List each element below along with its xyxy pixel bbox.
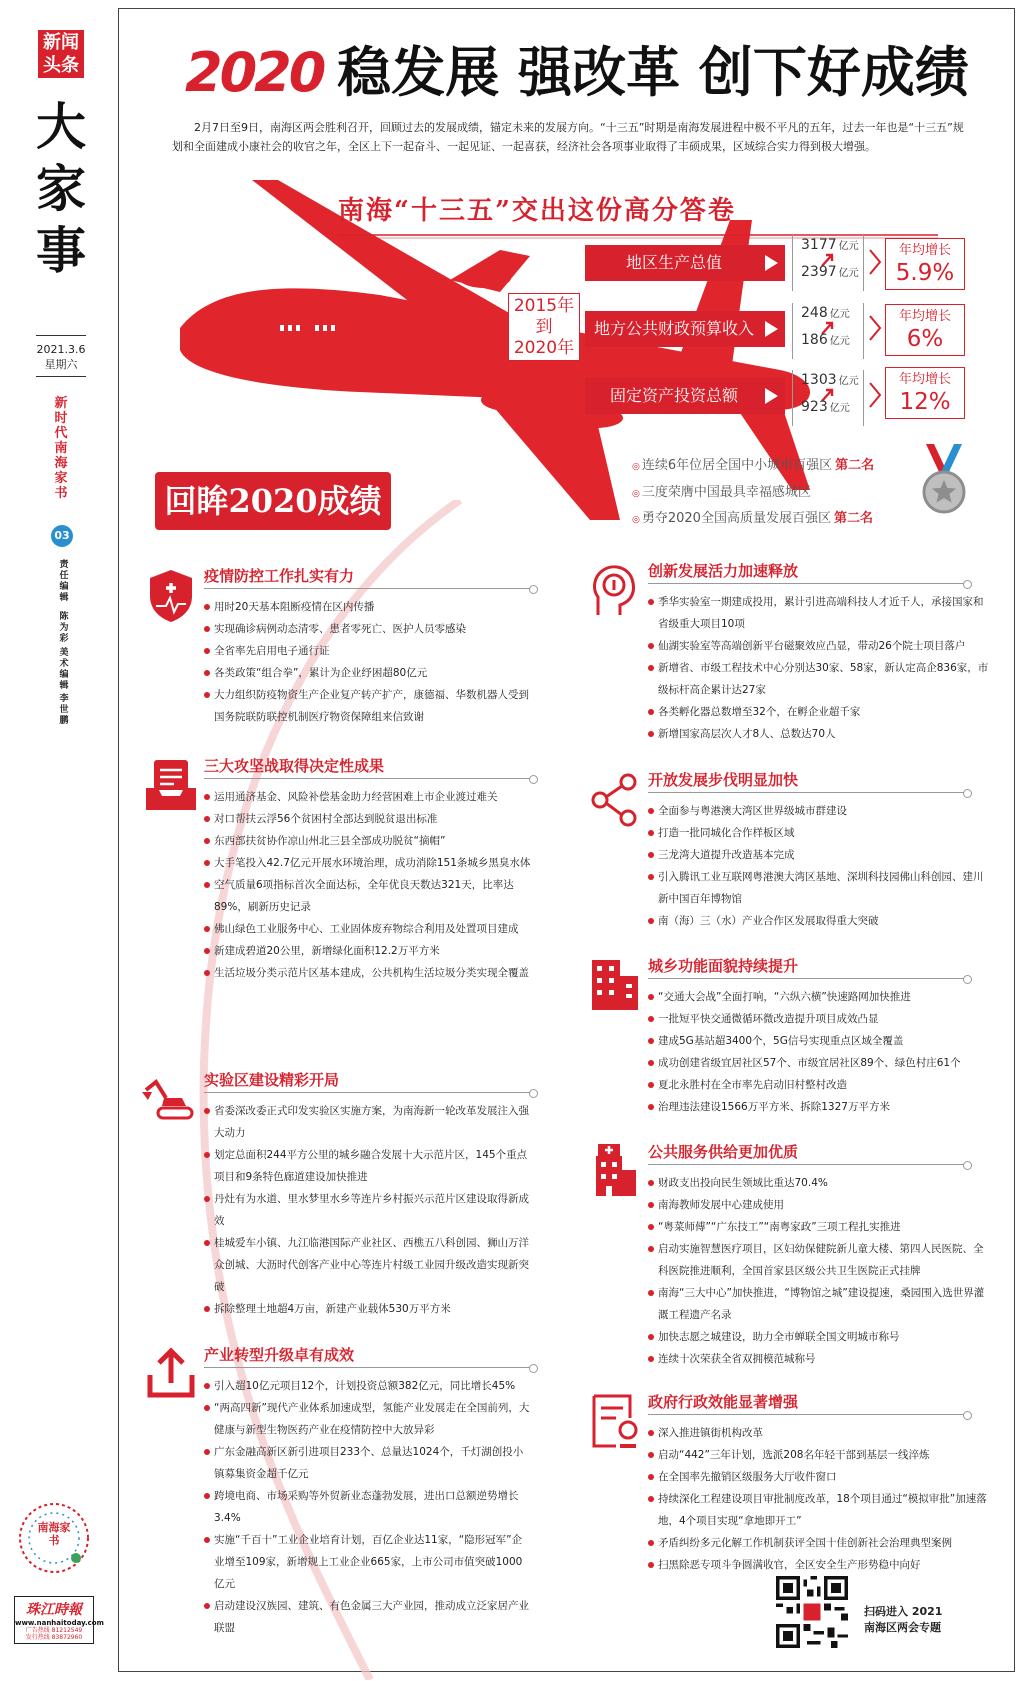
list-item: 在全国率先撤销区级服务大厅收件窗口 xyxy=(648,1466,993,1488)
list-item: 大力组织防疫物资生产企业复产转产扩产，康德福、华数机器人受到国务院联防联控机制医疗物资保障组来信致谢 xyxy=(204,684,532,728)
headline-text: 稳发展 强改革 创下好成绩 xyxy=(337,40,969,104)
honor-rank: 第二名 xyxy=(835,458,875,473)
bullet-list xyxy=(648,1172,993,1370)
indicator-label: 地区生产总值 xyxy=(625,253,722,272)
list-item: 成功创建省级宜居社区57个、市级宜居社区89个、绿色村庄61个 xyxy=(648,1052,993,1074)
credit-name: 李世鹏 xyxy=(59,694,69,726)
growth-box xyxy=(885,238,965,290)
title-rule xyxy=(338,226,963,244)
section-title: 政府行政效能显著增强 xyxy=(648,1393,799,1411)
weekday-text: 星期六 xyxy=(44,358,78,371)
idea-head-icon xyxy=(586,561,644,619)
list-item: “两高四新”现代产业体系加速成型，氢能产业发展走在全国前列，大健康与新型生物医药产业在疫情防控中大放异彩 xyxy=(204,1397,532,1441)
honor-text: 勇夺2020全国高质量发展百强区 xyxy=(641,511,831,526)
series-char: 家 xyxy=(54,471,68,486)
list-item: 省委深改委正式印发实验区实施方案，为南海新一轮改革发展注入强大动力 xyxy=(204,1100,532,1144)
period-end: 2020年 xyxy=(513,338,575,358)
list-item: 各类政策“组合拳”，累计为企业纾困超80亿元 xyxy=(204,662,532,684)
excavator-icon xyxy=(142,1070,200,1128)
list-item: “交通大会战”全面打响，“六纵六横”快速路网加快推进 xyxy=(648,986,993,1008)
list-item: 财政支出投向民生领域比重达70.4% xyxy=(648,1172,993,1194)
inbox-tray-icon xyxy=(142,756,200,814)
circle-bullet-icon: ◎ xyxy=(632,489,640,499)
list-item: 连续十次荣获全省双拥模范城称号 xyxy=(648,1348,993,1370)
growth-box xyxy=(885,367,965,419)
intro-text: 2月7日至9日，南海区两会胜利召开，回顾过去的发展成绩，锚定未来的发展方向。“十三五”时期是南海发展进程中极不平凡的五年，过去一年也是“十三五”规划和全面建成小康社会的收官之年，全区上下一起奋斗、一起见证、一起喜获，经济社会各项事业取得了丰硕成果，区域综合实力得到极大增强。 xyxy=(172,121,964,153)
section-title: 产业转型升级卓有成效 xyxy=(204,1346,355,1364)
list-item: 新增省、市级工程技术中心分别达30家、58家，新认定高企836家，市级标杆高企累计达27家 xyxy=(648,657,993,701)
circle-bullet-icon: ◎ xyxy=(632,462,640,472)
section-title: 三大攻坚战取得决定性成果 xyxy=(204,757,385,775)
document-seal-icon xyxy=(586,1392,644,1450)
distribution-hotline: 发行热线 83872960 xyxy=(25,1634,83,1641)
bullet-list xyxy=(204,596,532,728)
list-item: 建成5G基站超3400个，5G信号实现重点区域全覆盖 xyxy=(648,1030,993,1052)
bullet-list xyxy=(648,1422,993,1576)
newspaper-website: www.nanhaitoday.com xyxy=(15,1619,104,1627)
indicator-label: 固定资产投资总额 xyxy=(609,386,738,405)
medal-icon xyxy=(918,444,970,516)
unit: 亿元 xyxy=(838,268,859,279)
list-item: 拆除整理土地超4万亩，新建产业载体530万平方米 xyxy=(204,1298,532,1320)
list-item: 新建成碧道20公里，新增绿化面积12.2万平方米 xyxy=(204,940,532,962)
list-item: 跨境电商、市场采购等外贸新业态蓬勃发展，进出口总额逆势增长3.4% xyxy=(204,1485,532,1529)
honor-item xyxy=(632,454,874,473)
divider xyxy=(36,335,86,336)
honor-rank: 第二名 xyxy=(833,511,873,526)
issue-number-badge: 03 xyxy=(51,525,73,547)
masthead xyxy=(0,0,108,1681)
series-char: 书 xyxy=(54,486,68,501)
honor-text: 三度荣膺中国最具幸福感城区 xyxy=(641,485,811,500)
section-title: 开放发展步伐明显加快 xyxy=(648,771,799,789)
growth-value: 6% xyxy=(906,326,944,352)
indicator-investment xyxy=(585,378,785,414)
list-item: 深入推进镇街机构改革 xyxy=(648,1422,993,1444)
hospital-icon xyxy=(586,1142,644,1200)
series-char: 南 xyxy=(54,441,68,456)
period-to: 到 xyxy=(535,317,553,337)
value-2020: 3177 xyxy=(801,237,837,253)
list-item: 三龙湾大道提升改造基本完成 xyxy=(648,844,993,866)
list-item: 引入超10亿元项目12个，计划投资总额382亿元，同比增长45% xyxy=(204,1375,532,1397)
indicator-values xyxy=(792,235,864,291)
growth-label: 年均增长 xyxy=(898,309,951,324)
section-rule xyxy=(648,1164,970,1165)
network-share-icon xyxy=(586,770,644,828)
series-char: 新 xyxy=(54,396,68,411)
chevron-right-icon xyxy=(868,248,882,276)
series-char: 时 xyxy=(54,411,68,426)
list-item: 实现确诊病例动态清零、患者零死亡、医护人员零感染 xyxy=(204,618,532,640)
list-item: 加快志愿之城建设，助力全市蝉联全国文明城市称号 xyxy=(648,1326,993,1348)
honor-item xyxy=(632,481,814,500)
list-item: 佛山绿色工业服务中心、工业固体废弃物综合利用及处置项目建成 xyxy=(204,918,532,940)
section-stamp xyxy=(38,30,84,78)
list-item: 南海教师发展中心建成使用 xyxy=(648,1194,993,1216)
credit-name: 陈为彩 xyxy=(59,612,69,644)
section-title: 创新发展活力加速释放 xyxy=(648,562,799,580)
list-item: 运用通济基金、风险补偿基金助力经营困难上市企业渡过难关 xyxy=(204,786,532,808)
growth-label: 年均增长 xyxy=(898,243,951,258)
list-item: 南海“三大中心”加快推进，“博物馆之城”建设提速，桑园围入选世界灌溉工程遗产名录 xyxy=(648,1282,993,1326)
period-box xyxy=(508,293,580,361)
qr-caption-line: 南海区两会专题 xyxy=(864,1621,941,1634)
list-item: 全面参与粤港澳大湾区世界级城市群建设 xyxy=(648,800,993,822)
section-rule xyxy=(648,978,970,979)
growth-value: 12% xyxy=(899,389,951,415)
bullet-list xyxy=(204,1100,532,1320)
list-item: “粤菜师傅”“广东技工”“南粤家政”三项工程扎实推进 xyxy=(648,1216,993,1238)
section-rule xyxy=(648,792,970,793)
unit: 亿元 xyxy=(829,336,850,347)
ad-hotline: 广告热线 81212549 xyxy=(25,1627,83,1634)
performance-title: 南海“十三五”交出这份高分答卷 xyxy=(338,196,736,226)
section-rule xyxy=(204,1367,536,1368)
newspaper-name: 珠江時報 xyxy=(26,1602,82,1618)
section-rule xyxy=(648,1414,970,1415)
divider xyxy=(36,376,86,377)
section-title: 疫情防控工作扎实有力 xyxy=(204,567,355,585)
honor-item xyxy=(632,507,873,526)
list-item: 全省率先启用电子通行证 xyxy=(204,640,532,662)
value-2020: 1303 xyxy=(801,372,837,388)
list-item: 大手笔投入42.7亿元开展水环境治理，成功消除151条城乡黑臭水体 xyxy=(204,852,532,874)
review-banner: 回眸2020成绩 xyxy=(155,472,391,530)
unit: 亿元 xyxy=(838,241,859,252)
list-item: 各类孵化器总数增至32个，在孵企业超千家 xyxy=(648,701,993,723)
issue-date xyxy=(30,342,92,372)
series-char: 海 xyxy=(54,456,68,471)
bullet-list xyxy=(648,591,993,745)
city-buildings-icon xyxy=(586,956,644,1014)
bullet-list xyxy=(204,786,532,984)
section-rule xyxy=(204,588,536,589)
chevron-right-icon xyxy=(868,381,882,409)
list-item: 南（海）三（水）产业合作区发展取得重大突破 xyxy=(648,910,993,932)
column-title-char: 家 xyxy=(36,159,86,218)
headline-year: 2020 xyxy=(185,41,324,104)
page-headline xyxy=(185,40,969,105)
circle-bullet-icon: ◎ xyxy=(632,515,640,525)
list-item: 划定总面积244平方公里的城乡融合发展十大示范片区，145个重点项目和9条特色廊道建设加快推进 xyxy=(204,1144,532,1188)
play-arrow-icon xyxy=(765,388,778,404)
series-char: 代 xyxy=(54,426,68,441)
column-title-char: 事 xyxy=(36,221,86,280)
list-item: 仙湖实验室等高端创新平台磁聚效应凸显，带动26个院士项目落户 xyxy=(648,635,993,657)
indicator-values xyxy=(792,303,864,359)
medical-shield-icon xyxy=(142,566,200,624)
list-item: 治理违法建设1566万平方米、拆除1327万平方米 xyxy=(648,1096,993,1118)
play-arrow-icon xyxy=(765,255,778,271)
list-item: 生活垃圾分类示范片区基本建成，公共机构生活垃圾分类实现全覆盖 xyxy=(204,962,532,984)
list-item: 空气质量6项指标首次全面达标，全年优良天数达321天，比率达89%，刷新历史记录 xyxy=(204,874,532,918)
section-rule xyxy=(204,1092,536,1093)
list-item: 对口帮扶云浮56个贫困村全部达到脱贫退出标准 xyxy=(204,808,532,830)
growth-label: 年均增长 xyxy=(898,372,951,387)
value-2015: 923 xyxy=(801,399,828,415)
growth-box xyxy=(885,304,965,356)
upload-arrow-icon xyxy=(142,1345,200,1403)
value-2015: 2397 xyxy=(801,264,837,280)
bullet-list xyxy=(204,1375,532,1639)
qr-caption xyxy=(864,1604,942,1636)
credit-label: 美术编辑 xyxy=(59,648,69,691)
list-item: 季华实验室一期建成投用，累计引进高端科技人才近千人，承接国家和省级重大项目10项 xyxy=(648,591,993,635)
stamp-line: 新闻 xyxy=(43,32,79,53)
list-item: 打造一批同城化合作样板区域 xyxy=(648,822,993,844)
intro-paragraph xyxy=(172,118,972,156)
growth-value: 5.9% xyxy=(895,260,955,286)
column-title xyxy=(34,96,88,282)
column-title-char: 大 xyxy=(36,97,86,156)
indicator-label: 地方公共财政预算收入 xyxy=(593,319,754,338)
section-rule xyxy=(204,778,536,779)
play-arrow-icon xyxy=(765,321,778,337)
seal-text: 南海家书 xyxy=(37,1521,71,1547)
list-item: 东西部扶贫协作凉山州北三县全部成功脱贫“摘帽” xyxy=(204,830,532,852)
date-text: 2021.3.6 xyxy=(36,343,86,356)
value-2020: 248 xyxy=(801,305,828,321)
section-rule xyxy=(648,583,970,584)
list-item: 丹灶有为水道、里水梦里水乡等连片乡村振兴示范片区建设取得新成效 xyxy=(204,1188,532,1232)
list-item: 引入腾讯工业互联网粤港澳大湾区基地、深圳科技园佛山科创园、建川新中国百年博物馆 xyxy=(648,866,993,910)
bullet-list xyxy=(648,986,993,1118)
section-title: 城乡功能面貌持续提升 xyxy=(648,957,799,975)
list-item: 新增国家高层次人才8人、总数达70人 xyxy=(648,723,993,745)
series-name xyxy=(54,396,68,501)
list-item: 夏北永胜村在全市率先启动旧村整村改造 xyxy=(648,1074,993,1096)
honor-text: 连续6年位居全国中小城市百强区 xyxy=(641,458,833,473)
indicator-revenue xyxy=(585,311,785,347)
section-title: 公共服务供给更加优质 xyxy=(648,1143,799,1161)
indicator-values xyxy=(792,370,864,426)
list-item: 实施“千百十”工业企业培育计划，百亿企业达11家，“隐形冠军”企业增至109家，新增规上工业企业665家，上市公司市值突破1000亿元 xyxy=(204,1529,532,1595)
stamp-line: 头条 xyxy=(43,55,79,76)
list-item: 用时20天基本阻断疫情在区内传播 xyxy=(204,596,532,618)
chevron-right-icon xyxy=(868,314,882,342)
list-item: 启动建设汉族园、建筑、有色金属三大产业园，推动成立泛家居产业联盟 xyxy=(204,1595,532,1639)
credit-label: 责任编辑 xyxy=(59,560,69,603)
newspaper-logo xyxy=(14,1596,104,1644)
period-start: 2015年 xyxy=(513,296,575,316)
list-item: 启动实施智慧医疗项目，区妇幼保健院新儿童大楼、第四人民医院、全科医院推进顺利，全国首家县区级公共卫生医院正式挂牌 xyxy=(648,1238,993,1282)
list-item: 桂城爱车小镇、九江临港国际产业社区、西樵五八科创园、狮山万洋众创城、大沥时代创客产业中心等连片村级工业园升级改造实现新突破 xyxy=(204,1232,532,1298)
unit: 亿元 xyxy=(829,309,850,320)
qr-code[interactable] xyxy=(776,1576,848,1648)
indicator-gdp xyxy=(585,245,785,281)
list-item: 启动“442”三年计划，选派208名年轻干部到基层一线淬炼 xyxy=(648,1444,993,1466)
value-2015: 186 xyxy=(801,332,828,348)
list-item: 持续深化工程建设项目审批制度改革，18个项目通过“模拟审批”加速落地，4个项目实现“拿地即开工” xyxy=(648,1488,993,1532)
list-item: 扫黑除恶专项斗争圆满收官，全区安全生产形势稳中向好 xyxy=(648,1554,993,1576)
unit: 亿元 xyxy=(838,376,859,387)
list-item: 广东金融高新区新引进项目233个、总量达1024个，千灯湖创投小镇募集资金超千亿元 xyxy=(204,1441,532,1485)
bullet-list xyxy=(648,800,993,932)
list-item: 一批短平快交通微循环微改造提升项目成效凸显 xyxy=(648,1008,993,1030)
unit: 亿元 xyxy=(829,403,850,414)
list-item: 矛盾纠纷多元化解工作机制获评全国十佳创新社会治理典型案例 xyxy=(648,1532,993,1554)
section-title: 实验区建设精彩开局 xyxy=(204,1071,340,1089)
qr-caption-line: 扫码进入 2021 xyxy=(864,1605,943,1618)
